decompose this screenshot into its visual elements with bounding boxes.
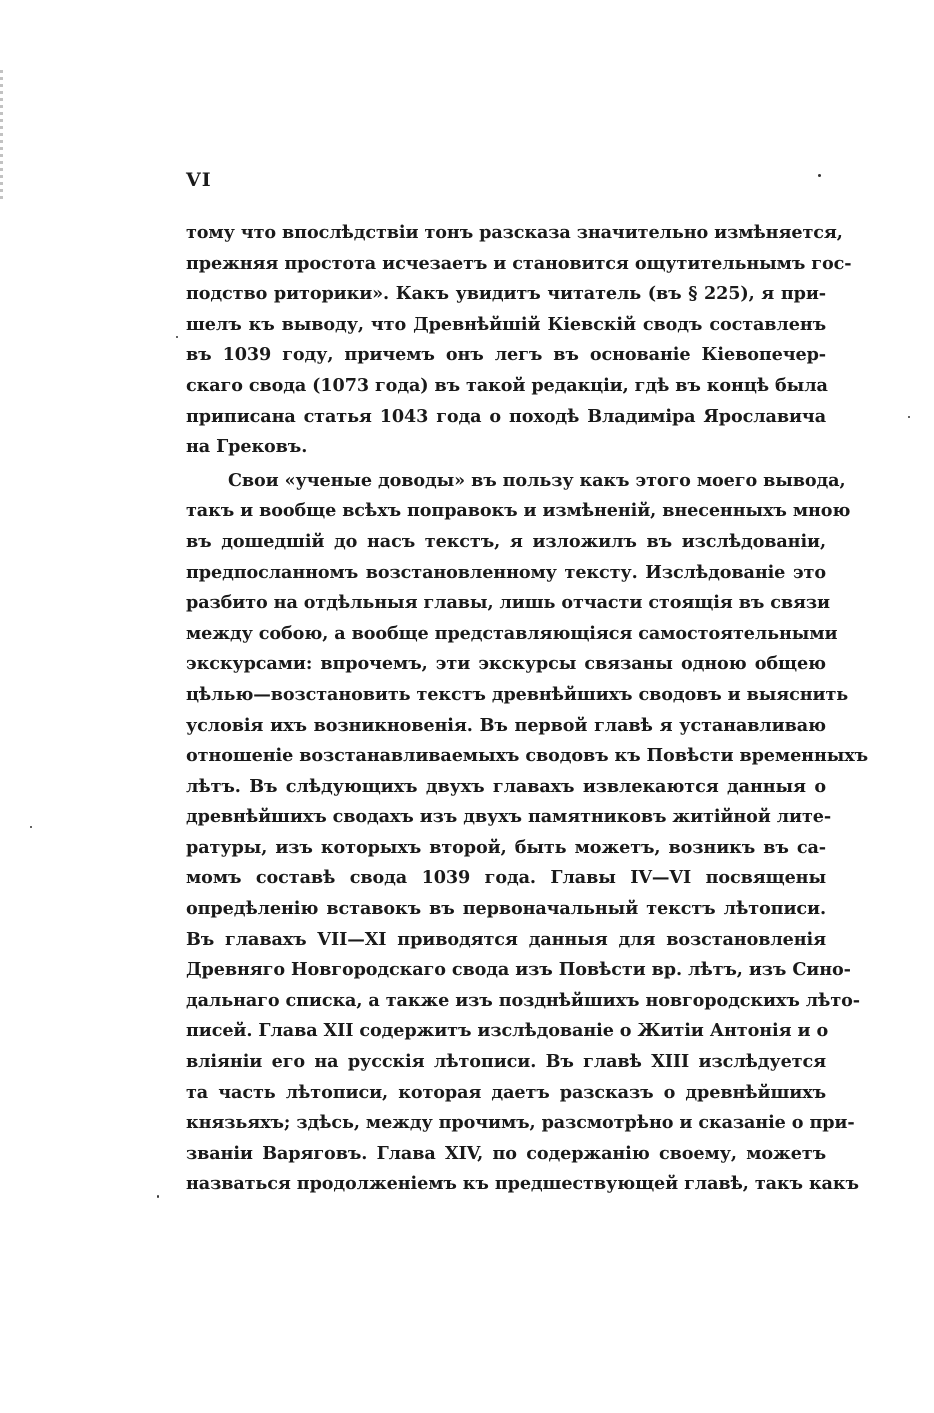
text-line: лѣтъ. Въ слѣдующихъ двухъ главахъ извлекаются данныя о	[186, 775, 826, 797]
text-line: опредѣленію вставокъ въ первоначальный текстъ лѣтописи.	[186, 898, 826, 920]
paragraph-2	[186, 466, 869, 1200]
text-line: подство риторики». Какъ увидитъ читатель (въ § 225), я при-	[186, 283, 826, 305]
text-line: шелъ къ выводу, что Древнѣйшій Кіевскій сводъ составленъ	[186, 313, 826, 335]
text-line: назваться продолженіемъ къ предшествующей главѣ, такъ какъ	[186, 1173, 859, 1195]
text-line: между собою, а вообще представляющіяся самостоятельными	[186, 622, 838, 644]
text-line: на Грековъ.	[186, 436, 308, 458]
text-line: цѣлью—возстановить текстъ древнѣйшихъ сводовъ и выяснить	[186, 683, 849, 705]
text-line: тому что впослѣдствіи тонъ разсказа значительно измѣняется,	[186, 222, 843, 243]
scan-speck	[30, 826, 32, 828]
text-line: Древняго Новгородскаго свода изъ Повѣсти вр. лѣтъ, изъ Сино-	[186, 959, 851, 981]
scan-speck	[176, 336, 178, 338]
text-line: Въ главахъ VII—XI приводятся данныя для возстановленія	[186, 928, 826, 950]
text-line: та часть лѣтописи, которая даетъ разсказъ о древнѣйшихъ	[186, 1081, 826, 1103]
text-line: момъ составѣ свода 1039 года. Главы IV—VI посвящены	[186, 867, 826, 889]
text-line: ратуры, изъ которыхъ второй, быть можетъ, возникъ въ са-	[186, 836, 826, 858]
text-line: такъ и вообще всѣхъ поправокъ и измѣненій, внесенныхъ мною	[186, 500, 851, 522]
text-line: экскурсами: впрочемъ, эти экскурсы связаны одною общею	[186, 653, 826, 675]
text-line: въ 1039 году, причемъ онъ легъ въ основаніе Кіевопечер-	[186, 344, 826, 366]
scan-edge-marks	[0, 70, 3, 200]
page-number: VI	[186, 169, 212, 191]
text-line: писей. Глава XII содержитъ изслѣдованіе о Житіи Антонія и о	[186, 1020, 829, 1042]
text-line: князьяхъ; здѣсь, между прочимъ, разсмотрѣно и сказаніе о при-	[186, 1112, 855, 1134]
text-line: Свои «ученые доводы» въ пользу какъ этого моего вывода,	[228, 469, 846, 491]
text-line: въ дошедшій до насъ текстъ, я изложилъ въ изслѣдованіи,	[186, 530, 826, 552]
text-line: отношеніе возстанавливаемыхъ сводовъ къ Повѣсти временныхъ	[186, 745, 869, 767]
text-line: прежняя простота исчезаетъ и становится ощутительнымъ гос-	[186, 252, 852, 274]
text-line: условія ихъ возникновенія. Въ первой главѣ я устанавливаю	[186, 714, 826, 736]
text-line: званіи Варяговъ. Глава XIV, по содержанію своему, можетъ	[186, 1142, 826, 1164]
scan-speck	[157, 1195, 159, 1198]
text-line: приписана статья 1043 года о походѣ Владиміра Ярославича	[186, 405, 826, 427]
scan-speck	[818, 174, 821, 177]
body-text	[186, 218, 869, 1200]
text-line: предпосланномъ возстановленному тексту. Изслѣдованіе это	[186, 561, 826, 583]
text-line: дальнаго списка, а также изъ позднѣйшихъ новгородскихъ лѣто-	[186, 989, 860, 1011]
text-line: вліяніи его на русскія лѣтописи. Въ главѣ XIII изслѣдуется	[186, 1051, 826, 1073]
text-line: древнѣйшихъ сводахъ изъ двухъ памятниковъ житійной лите-	[186, 806, 832, 828]
text-line: разбито на отдѣльныя главы, лишь отчасти стоящія въ связи	[186, 592, 830, 614]
scan-speck	[908, 416, 910, 418]
text-line: скаго свода (1073 года) въ такой редакціи, гдѣ въ концѣ была	[186, 374, 828, 396]
paragraph-1	[186, 218, 852, 463]
